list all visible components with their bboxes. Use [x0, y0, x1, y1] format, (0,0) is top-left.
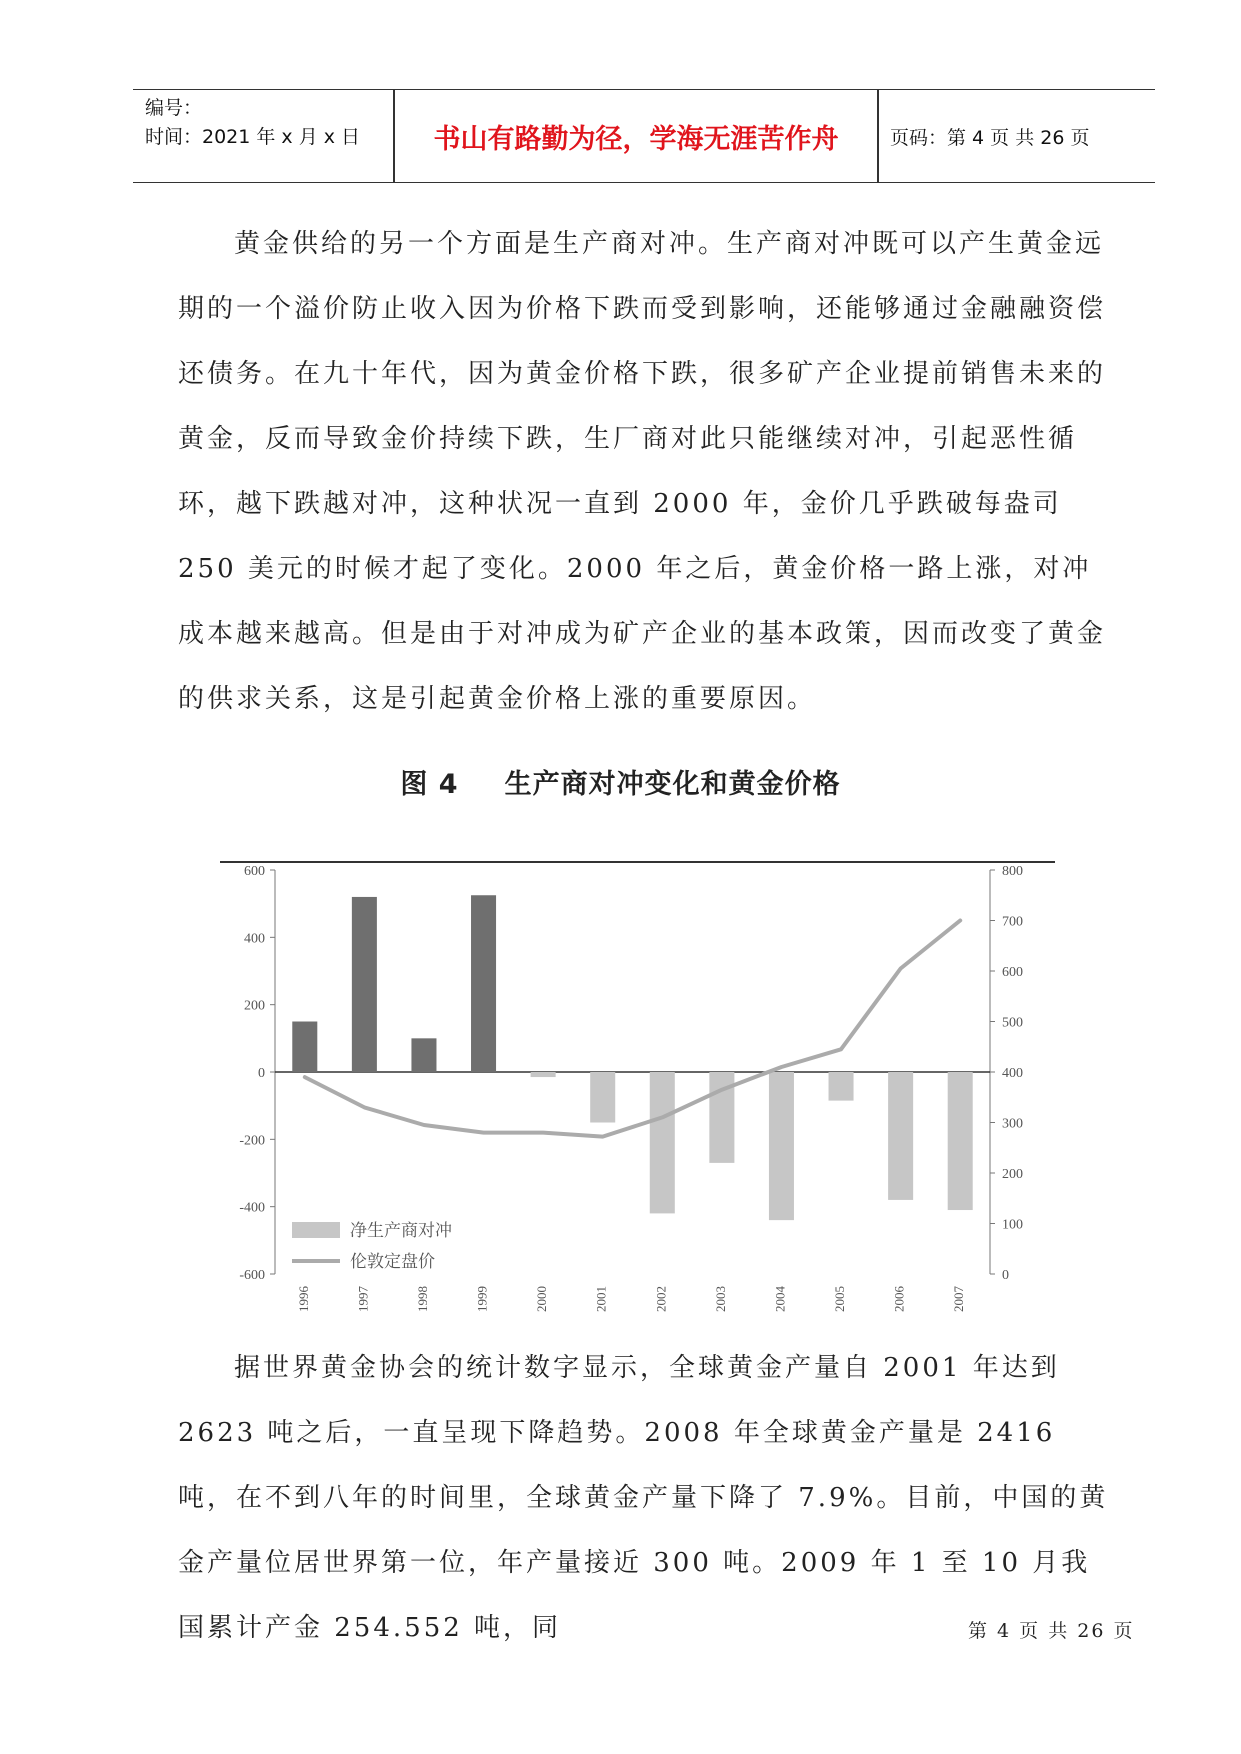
header-motto: 书山有路勤为径，学海无涯苦作舟: [433, 123, 839, 155]
x-tick-label-2002: 2002: [653, 1286, 669, 1312]
legend-swatch-hedging: [292, 1222, 340, 1238]
x-tick-label-2005: 2005: [832, 1286, 848, 1312]
right-tick-label: 200: [1002, 1167, 1023, 1182]
x-tick-label-2003: 2003: [712, 1286, 728, 1312]
right-tick-label: 600: [1002, 965, 1023, 980]
bar-2000: [531, 1072, 556, 1077]
left-tick-label: -600: [239, 1268, 265, 1283]
x-tick-label-1997: 1997: [355, 1286, 371, 1312]
x-tick-label-1998: 1998: [414, 1286, 430, 1312]
figure-title: 生产商对冲变化和黄金价格: [504, 769, 841, 800]
left-tick-label: 400: [244, 931, 265, 947]
right-tick-label: 300: [1002, 1116, 1023, 1132]
bar-2005: [829, 1072, 854, 1101]
x-tick-label-2007: 2007: [951, 1286, 967, 1312]
bar-2007: [948, 1072, 973, 1210]
figure-number: 图 4: [400, 769, 459, 800]
right-tick-label: 100: [1002, 1217, 1023, 1233]
bar-1996: [292, 1022, 317, 1073]
bar-1999: [471, 895, 496, 1072]
page-header: [133, 89, 1155, 183]
legend-label-price: 伦敦定盘价: [350, 1252, 435, 1272]
left-tick-label: 200: [244, 998, 265, 1014]
x-tick-label-2006: 2006: [891, 1286, 907, 1312]
header-divider-right: [877, 90, 879, 182]
left-tick-label: 0: [258, 1066, 265, 1081]
left-tick-label: 600: [244, 864, 265, 879]
header-time-label: 时间：2021 年 x 月 x 日: [145, 126, 361, 148]
x-tick-label-2001: 2001: [593, 1286, 609, 1312]
x-tick-label-2004: 2004: [772, 1286, 788, 1312]
bar-2002: [650, 1072, 675, 1213]
header-page-code: 页码：第 4 页 共 26 页: [890, 126, 1090, 149]
x-tick-label-1996: 1996: [295, 1286, 311, 1312]
hedging-gold-price-chart: [210, 848, 1060, 1328]
bar-2004: [769, 1072, 794, 1220]
left-tick-label: -400: [239, 1200, 265, 1216]
bar-1998: [411, 1038, 436, 1072]
header-meta: [145, 90, 391, 182]
bar-1997: [352, 897, 377, 1072]
right-tick-label: 700: [1002, 914, 1023, 930]
x-tick-label-1999: 1999: [474, 1286, 490, 1312]
bar-2001: [590, 1072, 615, 1123]
figure-caption: [0, 762, 1241, 801]
left-tick-label: -200: [239, 1133, 265, 1149]
header-number-label: 编号：: [145, 97, 203, 119]
legend-label-hedging: 净生产商对冲: [350, 1221, 452, 1241]
body-paragraph-2: 据世界黄金协会的统计数字显示，全球黄金产量自 2001 年达到 2623 吨之后，一直呈现下降趋势。2008 年全球黄金产量是 2416 吨，在不到八年的时间里，全球黄金产量下降了 7.9%。目前，中国的黄金产量位居世界第一位，年产量接近 300 吨。2009 年 1 至 10 月我国累计产金 254.552 吨，同: [178, 1353, 1109, 1643]
right-tick-label: 800: [1002, 864, 1023, 879]
x-tick-label-2000: 2000: [534, 1286, 550, 1312]
gold-price-line: [305, 921, 960, 1137]
right-tick-label: 500: [1002, 1015, 1023, 1031]
right-tick-label: 400: [1002, 1066, 1023, 1081]
right-tick-label: 0: [1002, 1268, 1009, 1283]
bar-2006: [888, 1072, 913, 1200]
body-paragraph-1: 黄金供给的另一个方面是生产商对冲。生产商对冲既可以产生黄金远期的一个溢价防止收入因为价格下跌而受到影响，还能够通过金融融资偿还债务。在九十年代，因为黄金价格下跌，很多矿产企业提前销售未来的黄金，反而导致金价持续下跌，生厂商对此只能继续对冲，引起恶性循环，越下跌越对冲，这种状况一直到 2000 年，金价几乎跌破每盎司 250 美元的时候才起了变化。2000 年之后，黄金价格一路上涨，对冲成本越来越高。但是由于对冲成为矿产企业的基本政策，因而改变了黄金的供求关系，这是引起黄金价格上涨的重要原因。: [178, 229, 1107, 714]
page-footer: 第 4 页 共 26 页: [968, 1620, 1135, 1642]
